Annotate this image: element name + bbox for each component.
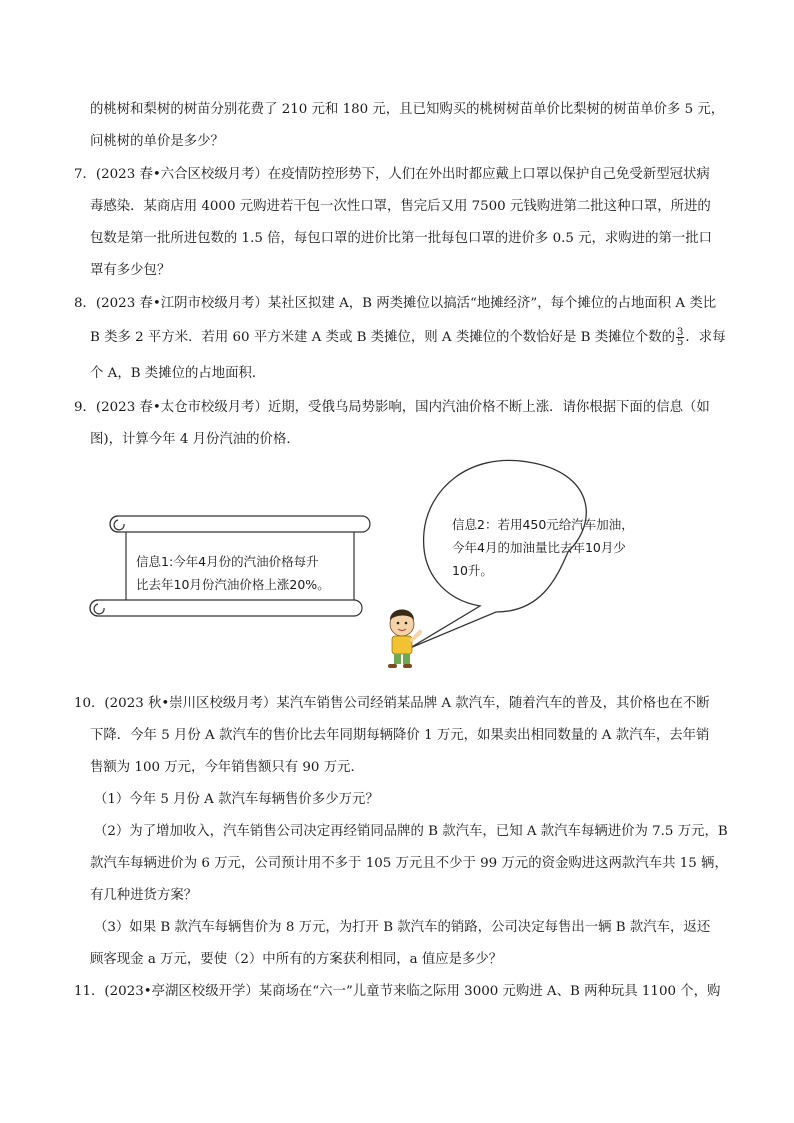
q8-line-2-text: B 类多 2 平方米．若用 60 平方米建 A 类或 B 类摊位，则 A 类摊位的个数恰好是 B 类摊位个数的	[90, 330, 676, 345]
q9-line-1: 9．(2023 春•太仓市校级月考）近期，受俄乌局势影响，国内汽油价格不断上涨．请你根据下面的信息（如	[74, 400, 710, 415]
info-1-line-2: 比去年10月份汽油价格上涨20%。	[136, 577, 330, 592]
q7-line-3: 包数是第一批所进包数的 1.5 倍，每包口罩的进价比第一批每包口罩的进价多 0.5 元，求购进的第一批口	[90, 231, 713, 246]
q11-line-1: 11．(2023•亭湖区校级开学）某商场在“六一”儿童节来临之际用 3000 元购进 A、B 两种玩具 1100 个，购	[74, 984, 721, 999]
q8-line-2-end: ．求每	[685, 330, 726, 345]
q10-sub-1: （1）今年 5 月份 A 款汽车每辆售价多少万元？	[94, 792, 379, 807]
q10-line-1: 10．(2023 秋•崇川区校级月考）某汽车销售公司经销某品牌 A 款汽车，随着汽车的普及，其价格也在不断	[74, 696, 710, 711]
q9-line-2: 图)，计算今年 4 月份汽油的价格．	[90, 432, 300, 447]
fraction-numerator: 3	[677, 327, 684, 338]
q10-sub-2-line-2: 款汽车每辆进价为 6 万元，公司预计用不多于 105 万元且不少于 99 万元的资金购进这两款汽车共 15 辆，	[90, 856, 728, 871]
q10-sub-2-line-1: （2）为了增加收入，汽车销售公司决定再经销同品牌的 B 款汽车，已知 A 款汽车每辆进价为 7.5 万元，B	[94, 824, 728, 839]
q10-line-3: 售额为 100 万元，今年销售额只有 90 万元．	[90, 760, 364, 775]
q8-line-1: 8．(2023 春•江阴市校级月考）某社区拟建 A，B 两类摊位以搞活“地摊经济”，每个摊位的占地面积 A 类比	[74, 296, 717, 311]
info-2-line-1: 信息2：若用450元给汽车加油，	[452, 517, 634, 532]
info-2-line-3: 10升。	[452, 563, 493, 578]
q6-line-2: 问桃树的单价是多少？	[90, 134, 224, 149]
q10-sub-2-line-3: 有几种进货方案？	[90, 888, 198, 903]
q10-sub-3-line-1: （3）如果 B 款汽车每辆售价为 8 万元，为打开 B 款汽车的销路，公司决定每售出一辆 B 款汽车，返还	[94, 920, 711, 935]
info-1-line-1: 信息1:今年4月份的汽油价格每升	[136, 554, 319, 569]
info-2-line-2: 今年4月的加油量比去年10月少	[452, 540, 626, 555]
q10-sub-3-line-2: 顾客现金 a 万元，要使（2）中所有的方案获利相同，a 值应是多少？	[90, 952, 503, 967]
q7-line-4: 罩有多少包？	[90, 263, 171, 278]
q10-line-2: 下降．今年 5 月份 A 款汽车的售价比去年同期每辆降价 1 万元，如果卖出相同数量的 A 款汽车，去年销	[90, 728, 710, 743]
q7-line-1: 7．(2023 春•六合区校级月考）在疫情防控形势下，人们在外出时都应戴上口罩以保护自己免受新型冠状病	[74, 167, 710, 182]
q8-line-3: 个 A，B 类摊位的占地面积．	[90, 366, 266, 381]
child-figure	[388, 610, 420, 669]
q6-line-1: 的桃树和梨树的树苗分别花费了 210 元和 180 元，且已知购买的桃树树苗单价比梨树的树苗单价多 5 元，	[90, 102, 725, 117]
fraction-denominator: 5	[677, 337, 684, 348]
q7-line-2: 毒感染．某商店用 4000 元购进若干包一次性口罩，售完后又用 7500 元钱购进第二批这种口罩，所进的	[90, 199, 711, 214]
